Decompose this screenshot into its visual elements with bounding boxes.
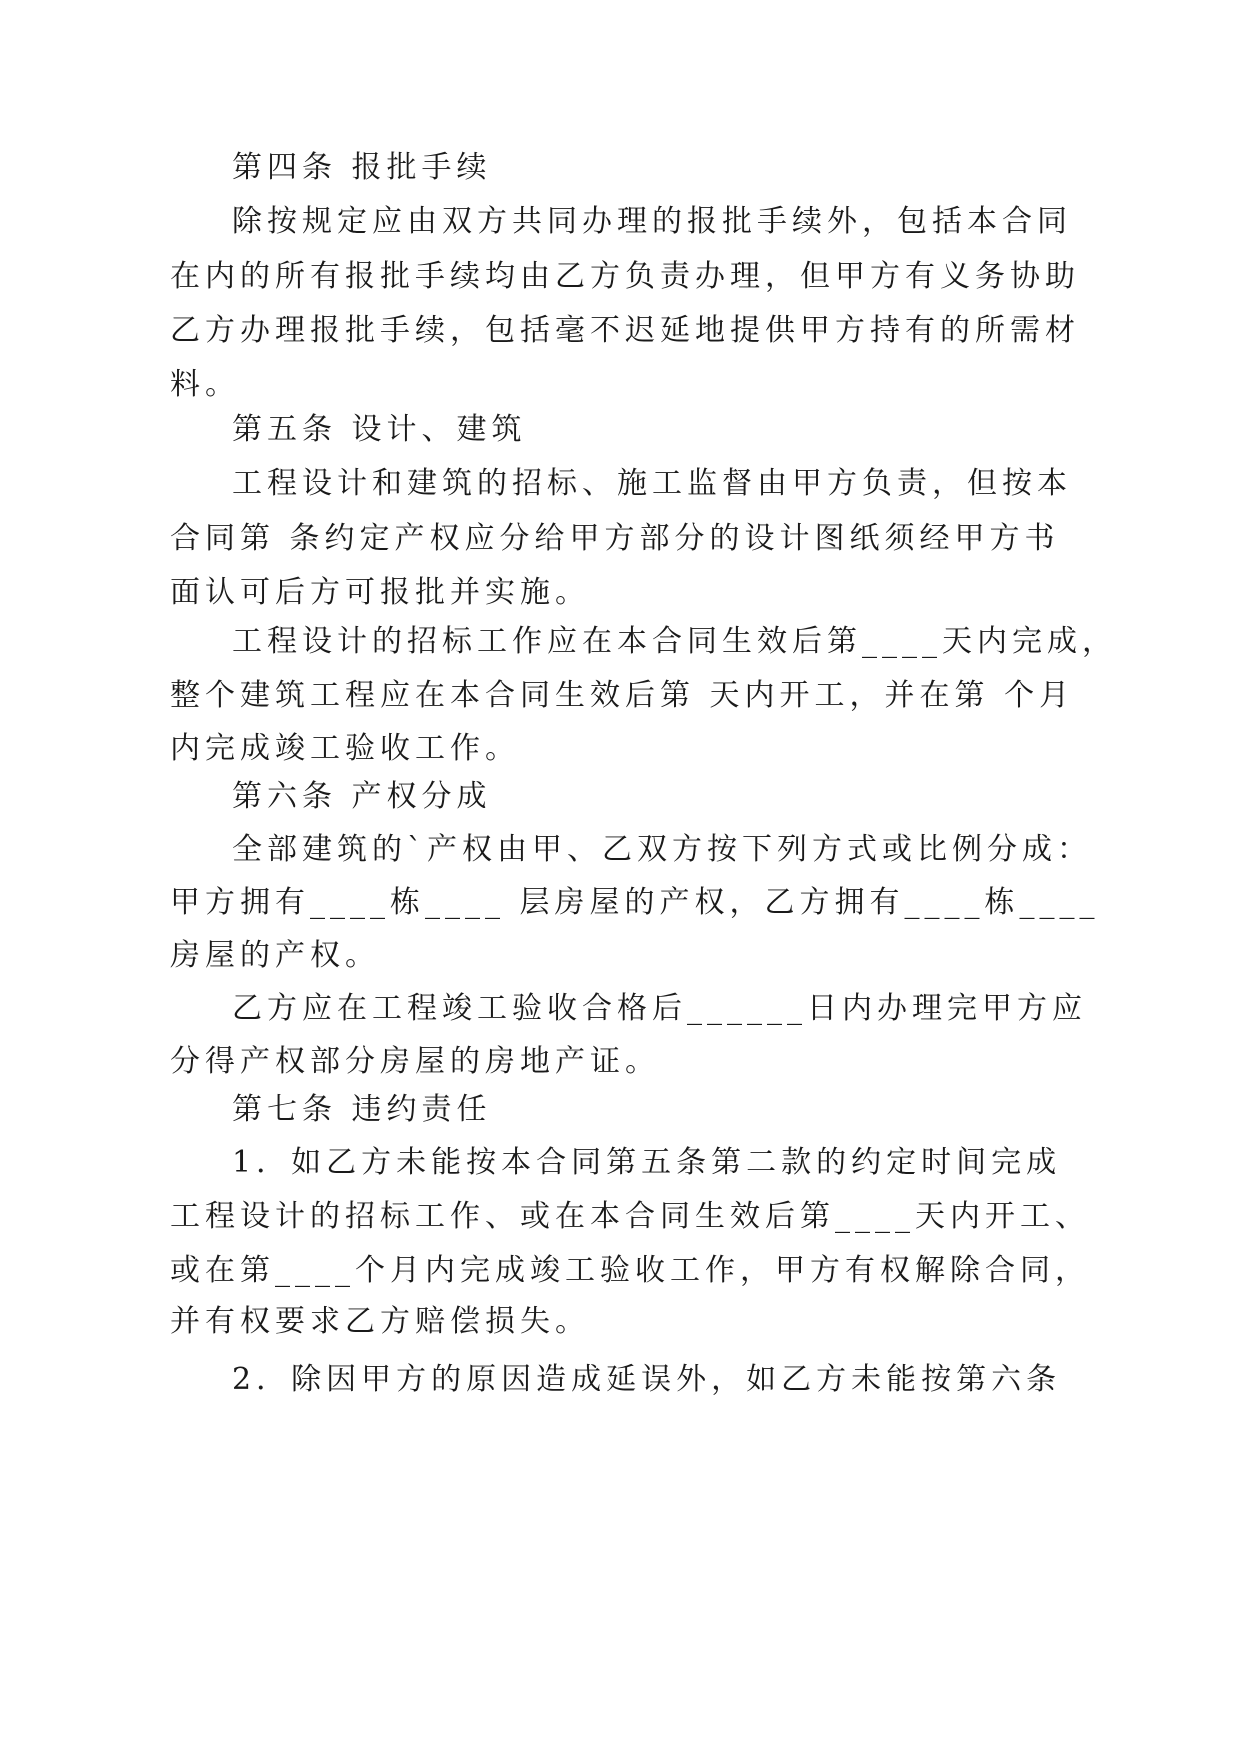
paragraph-line: 乙方应在工程竣工验收合格后______日内办理完甲方应 [232,991,1087,1026]
paragraph-line: 甲方拥有____栋____ 层房屋的产权，乙方拥有____栋____ [170,885,1100,920]
paragraph-line: 1．如乙方未能按本合同第五条第二款的约定时间完成 [232,1145,1062,1180]
paragraph-line: 2．除因甲方的原因造成延误外，如乙方未能按第六条 [232,1362,1062,1397]
paragraph-line: 全部建筑的`产权由甲、乙双方按下列方式或比例分成： [232,832,1092,867]
paragraph-line: 工程设计和建筑的招标、施工监督由甲方负责，但按本 [232,466,1072,501]
paragraph-line: 除按规定应由双方共同办理的报批手续外，包括本合同 [232,204,1072,239]
paragraph-line: 工程设计的招标工作应在本合同生效后第____天内完成， [232,624,1117,659]
paragraph-line: 分得产权部分房屋的房地产证。 [170,1044,660,1079]
paragraph-line: 料。 [170,367,240,402]
paragraph-line: 整个建筑工程应在本合同生效后第 天内开工，并在第 个月 [170,678,1075,713]
article-7-heading: 第七条 违约责任 [232,1092,492,1127]
article-6-heading: 第六条 产权分成 [232,779,492,814]
paragraph-line: 乙方办理报批手续，包括毫不迟延地提供甲方持有的所需材 [170,313,1080,348]
paragraph-line: 并有权要求乙方赔偿损失。 [170,1304,590,1339]
paragraph-line: 在内的所有报批手续均由乙方负责办理，但甲方有义务协助 [170,259,1080,294]
paragraph-line: 合同第 条约定产权应分给甲方部分的设计图纸须经甲方书 [170,521,1060,556]
paragraph-line: 内完成竣工验收工作。 [170,731,520,766]
paragraph-line: 面认可后方可报批并实施。 [170,575,590,610]
paragraph-line: 房屋的产权。 [170,938,380,973]
paragraph-line: 或在第____个月内完成竣工验收工作，甲方有权解除合同， [170,1253,1090,1288]
article-4-heading: 第四条 报批手续 [232,150,492,185]
article-5-heading: 第五条 设计、建筑 [232,412,527,447]
paragraph-line: 工程设计的招标工作、或在本合同生效后第____天内开工、 [170,1199,1090,1234]
